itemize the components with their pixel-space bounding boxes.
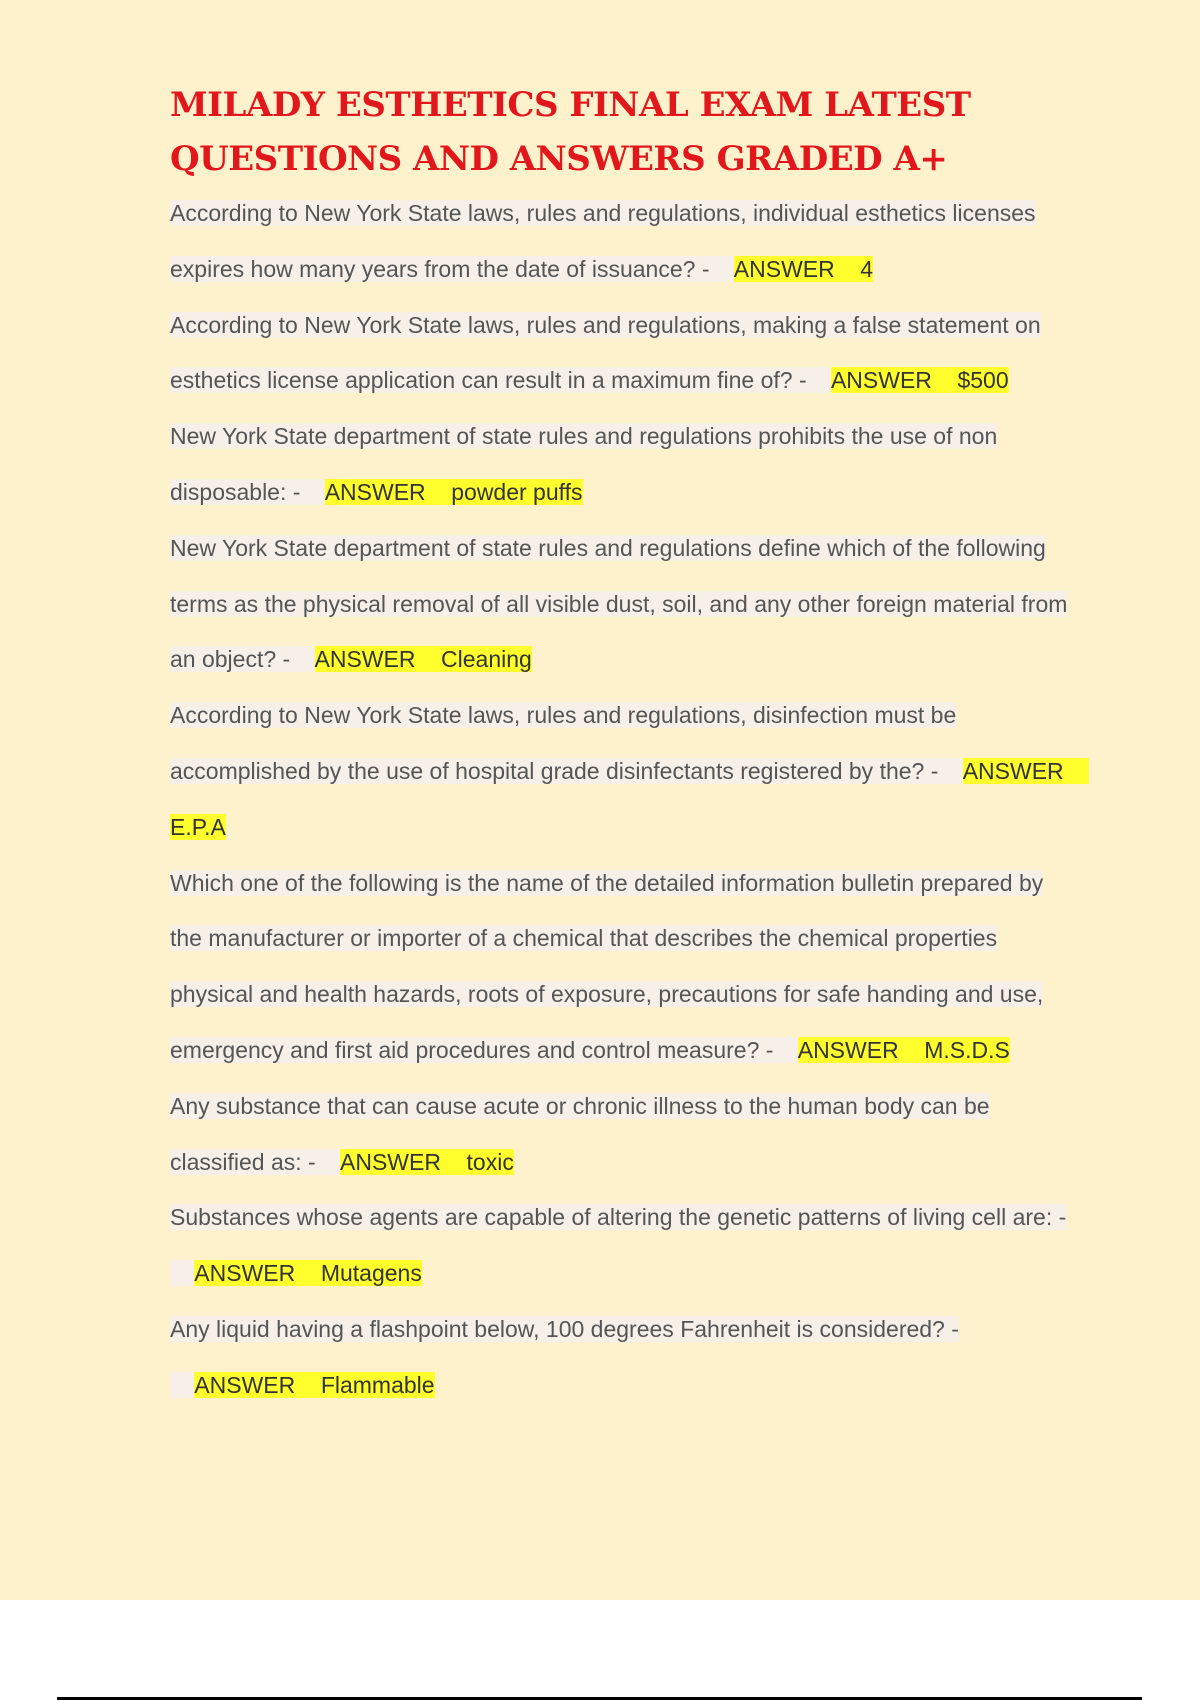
qa-item <box>170 298 1070 410</box>
qa-item <box>170 1190 1070 1302</box>
answer-highlight <box>734 256 873 282</box>
qa-item <box>170 688 1070 855</box>
answer-highlight <box>340 1149 514 1175</box>
answer-highlight <box>315 646 532 672</box>
answer-text: E.P.A <box>170 813 226 840</box>
qa-item <box>170 409 1070 521</box>
answer-label: ANSWER <box>194 1371 296 1398</box>
qa-item <box>170 1079 1070 1191</box>
answer-label: ANSWER <box>962 757 1064 784</box>
qa-item <box>170 1302 1070 1414</box>
answer-highlight <box>325 479 583 505</box>
question-text: Substances whose agents are capable of altering the genetic patterns of living cell are: - <box>170 1204 1067 1231</box>
answer-label: ANSWER <box>194 1260 296 1287</box>
answer-label: ANSWER <box>324 478 426 505</box>
document-title: MILADY ESTHETICS FINAL EXAM LATEST QUESTIONS AND ANSWERS GRADED A+ <box>170 85 971 179</box>
answer-label: ANSWER <box>314 646 416 673</box>
question-text: According to New York State laws, rules and regulations, making a false statement on esthetics license application can result in a maximum fine of? - <box>170 311 1041 394</box>
answer-highlight <box>194 1372 434 1398</box>
answer-text: 4 <box>860 255 874 282</box>
question-text: According to New York State laws, rules and regulations, disinfection must be accomplished by the use of hospital grade disinfectants registered by the? - <box>170 702 957 784</box>
qa-item <box>170 186 1070 298</box>
answer-highlight <box>831 367 1009 393</box>
answer-label: ANSWER <box>797 1036 899 1063</box>
question-text: Any substance that can cause acute or chronic illness to the human body can be classified as: - <box>170 1092 990 1175</box>
question-text: New York State department of state rules and regulations prohibits the use of non disposable: - <box>170 423 998 505</box>
document-content <box>170 78 1070 1414</box>
question-text: According to New York State laws, rules and regulations, individual esthetics licenses expires how many years from the date of issuance? - <box>170 200 1036 282</box>
qa-item <box>170 856 1070 1079</box>
answer-text: toxic <box>466 1148 514 1175</box>
answer-text: Mutagens <box>320 1260 422 1287</box>
qa-item <box>170 521 1070 688</box>
answer-text: Cleaning <box>441 646 532 673</box>
answer-text: M.S.D.S <box>924 1036 1010 1063</box>
answer-label: ANSWER <box>340 1148 441 1175</box>
answer-text: powder puffs <box>451 478 583 505</box>
answer-text: $500 <box>957 367 1009 394</box>
answer-text: Flammable <box>320 1371 435 1398</box>
question-text: Which one of the following is the name of the detailed information bulletin prepared by the manufacturer or importer of a chemical that describes the chemical properties physical and health hazards, roots of exposure, precautions for safe handing and use, emergency and first aid procedures and control measure? - <box>170 869 1044 1063</box>
answer-highlight <box>798 1037 1010 1063</box>
question-text: New York State department of state rules and regulations define which of the following terms as the physical removal of all visible dust, soil, and any other foreign material from an object? - <box>170 534 1068 673</box>
answer-label: ANSWER <box>733 255 835 282</box>
answer-highlight <box>194 1260 422 1286</box>
answer-label: ANSWER <box>830 367 932 394</box>
question-text: Any liquid having a flashpoint below, 100 degrees Fahrenheit is considered? - <box>170 1315 959 1342</box>
